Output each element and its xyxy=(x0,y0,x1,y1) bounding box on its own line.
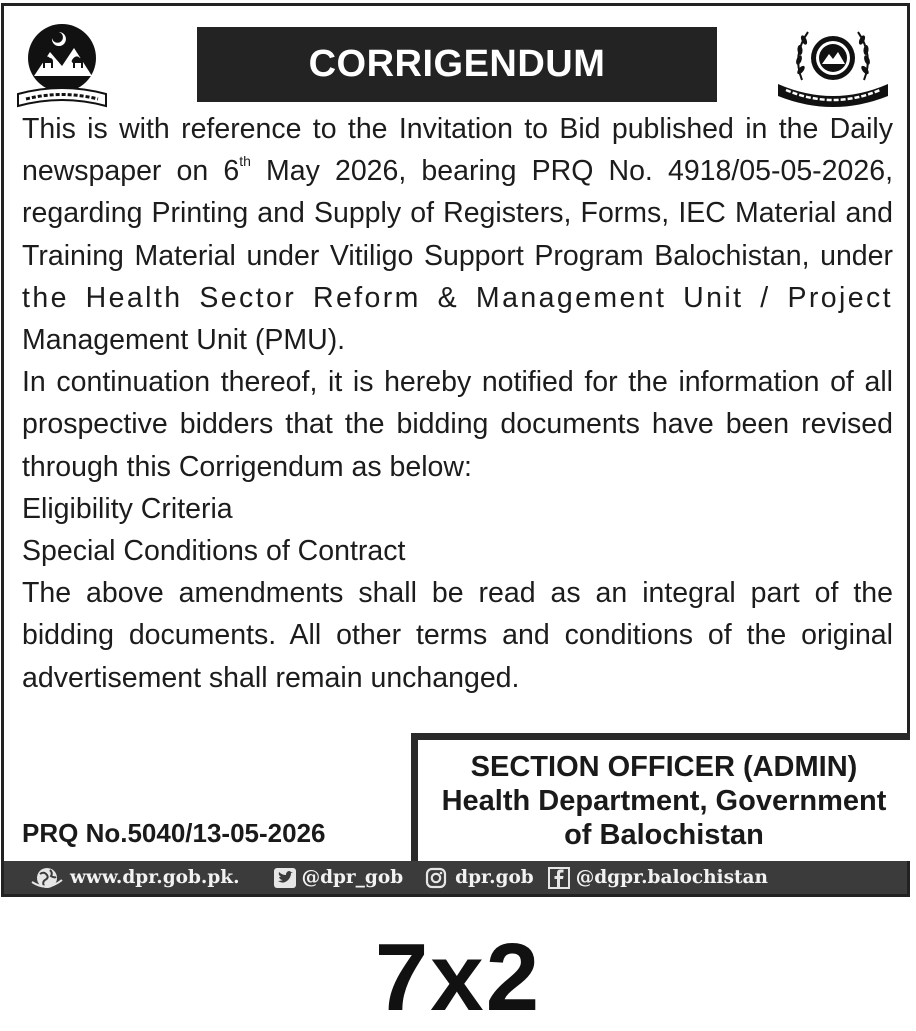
twitter-handle[interactable]: @dpr_gob xyxy=(301,867,404,888)
ad-size-label: 7x2 xyxy=(374,924,542,1031)
signatory-designation: SECTION OFFICER (ADMIN) xyxy=(470,751,858,783)
facebook-handle[interactable]: @dgpr.balochistan xyxy=(575,867,768,888)
reference-paragraph xyxy=(22,108,893,361)
ordinal-suffix: th xyxy=(239,153,251,170)
balochistan-emblem-icon xyxy=(12,20,112,112)
contact-footer xyxy=(4,861,907,894)
instagram-item xyxy=(425,867,534,889)
prq-reference: PRQ No.5040/13-05-2026 xyxy=(22,818,326,848)
website-link[interactable]: www.dpr.gob.pk. xyxy=(70,867,240,888)
instagram-handle[interactable]: dpr.gob xyxy=(455,867,534,888)
reference-text: This is with reference to the Invitation to Bid published in the Daily newspaper on 6 xyxy=(22,113,893,188)
signatory-department: Health Department, Government xyxy=(441,785,887,817)
closing-paragraph: The above amendments shall be read as an integral part of the bidding documents. All other terms and conditions of the original advertisement shall remain unchanged. xyxy=(22,577,893,694)
amendment-item: Special Conditions of Contract xyxy=(22,535,406,568)
amendment-item: Eligibility Criteria xyxy=(22,492,233,525)
reference-text-end: Management Unit (PMU). xyxy=(22,324,346,357)
twitter-item xyxy=(274,867,404,888)
dgpr-emblem-icon xyxy=(772,20,894,112)
notice-title: CORRIGENDUM xyxy=(197,27,717,102)
signature-block xyxy=(411,733,910,861)
instagram-icon xyxy=(425,867,447,889)
website-item xyxy=(30,866,240,890)
continuation-paragraph: In continuation thereof, it is hereby notified for the information of all prospective bidders that the bidding documents have been revised through this Corrigendum as below: xyxy=(22,366,893,483)
facebook-item xyxy=(548,867,768,889)
twitter-icon xyxy=(274,868,296,888)
notice-body xyxy=(22,108,893,699)
facebook-icon xyxy=(548,867,570,889)
globe-icon xyxy=(30,866,64,890)
signature-panel xyxy=(418,740,910,861)
reference-text-spread: the Health Sector Reform & Management Unit / Project xyxy=(22,281,893,314)
signatory-department-cont: of Balochistan xyxy=(564,819,764,851)
reference-text-cont: May 2026, bearing PRQ No. 4918/05-05-2026, regarding Printing and Supply of Registers, Forms, IEC Material and Training Material under Vitiligo Support Program Balochistan, under xyxy=(22,155,893,272)
